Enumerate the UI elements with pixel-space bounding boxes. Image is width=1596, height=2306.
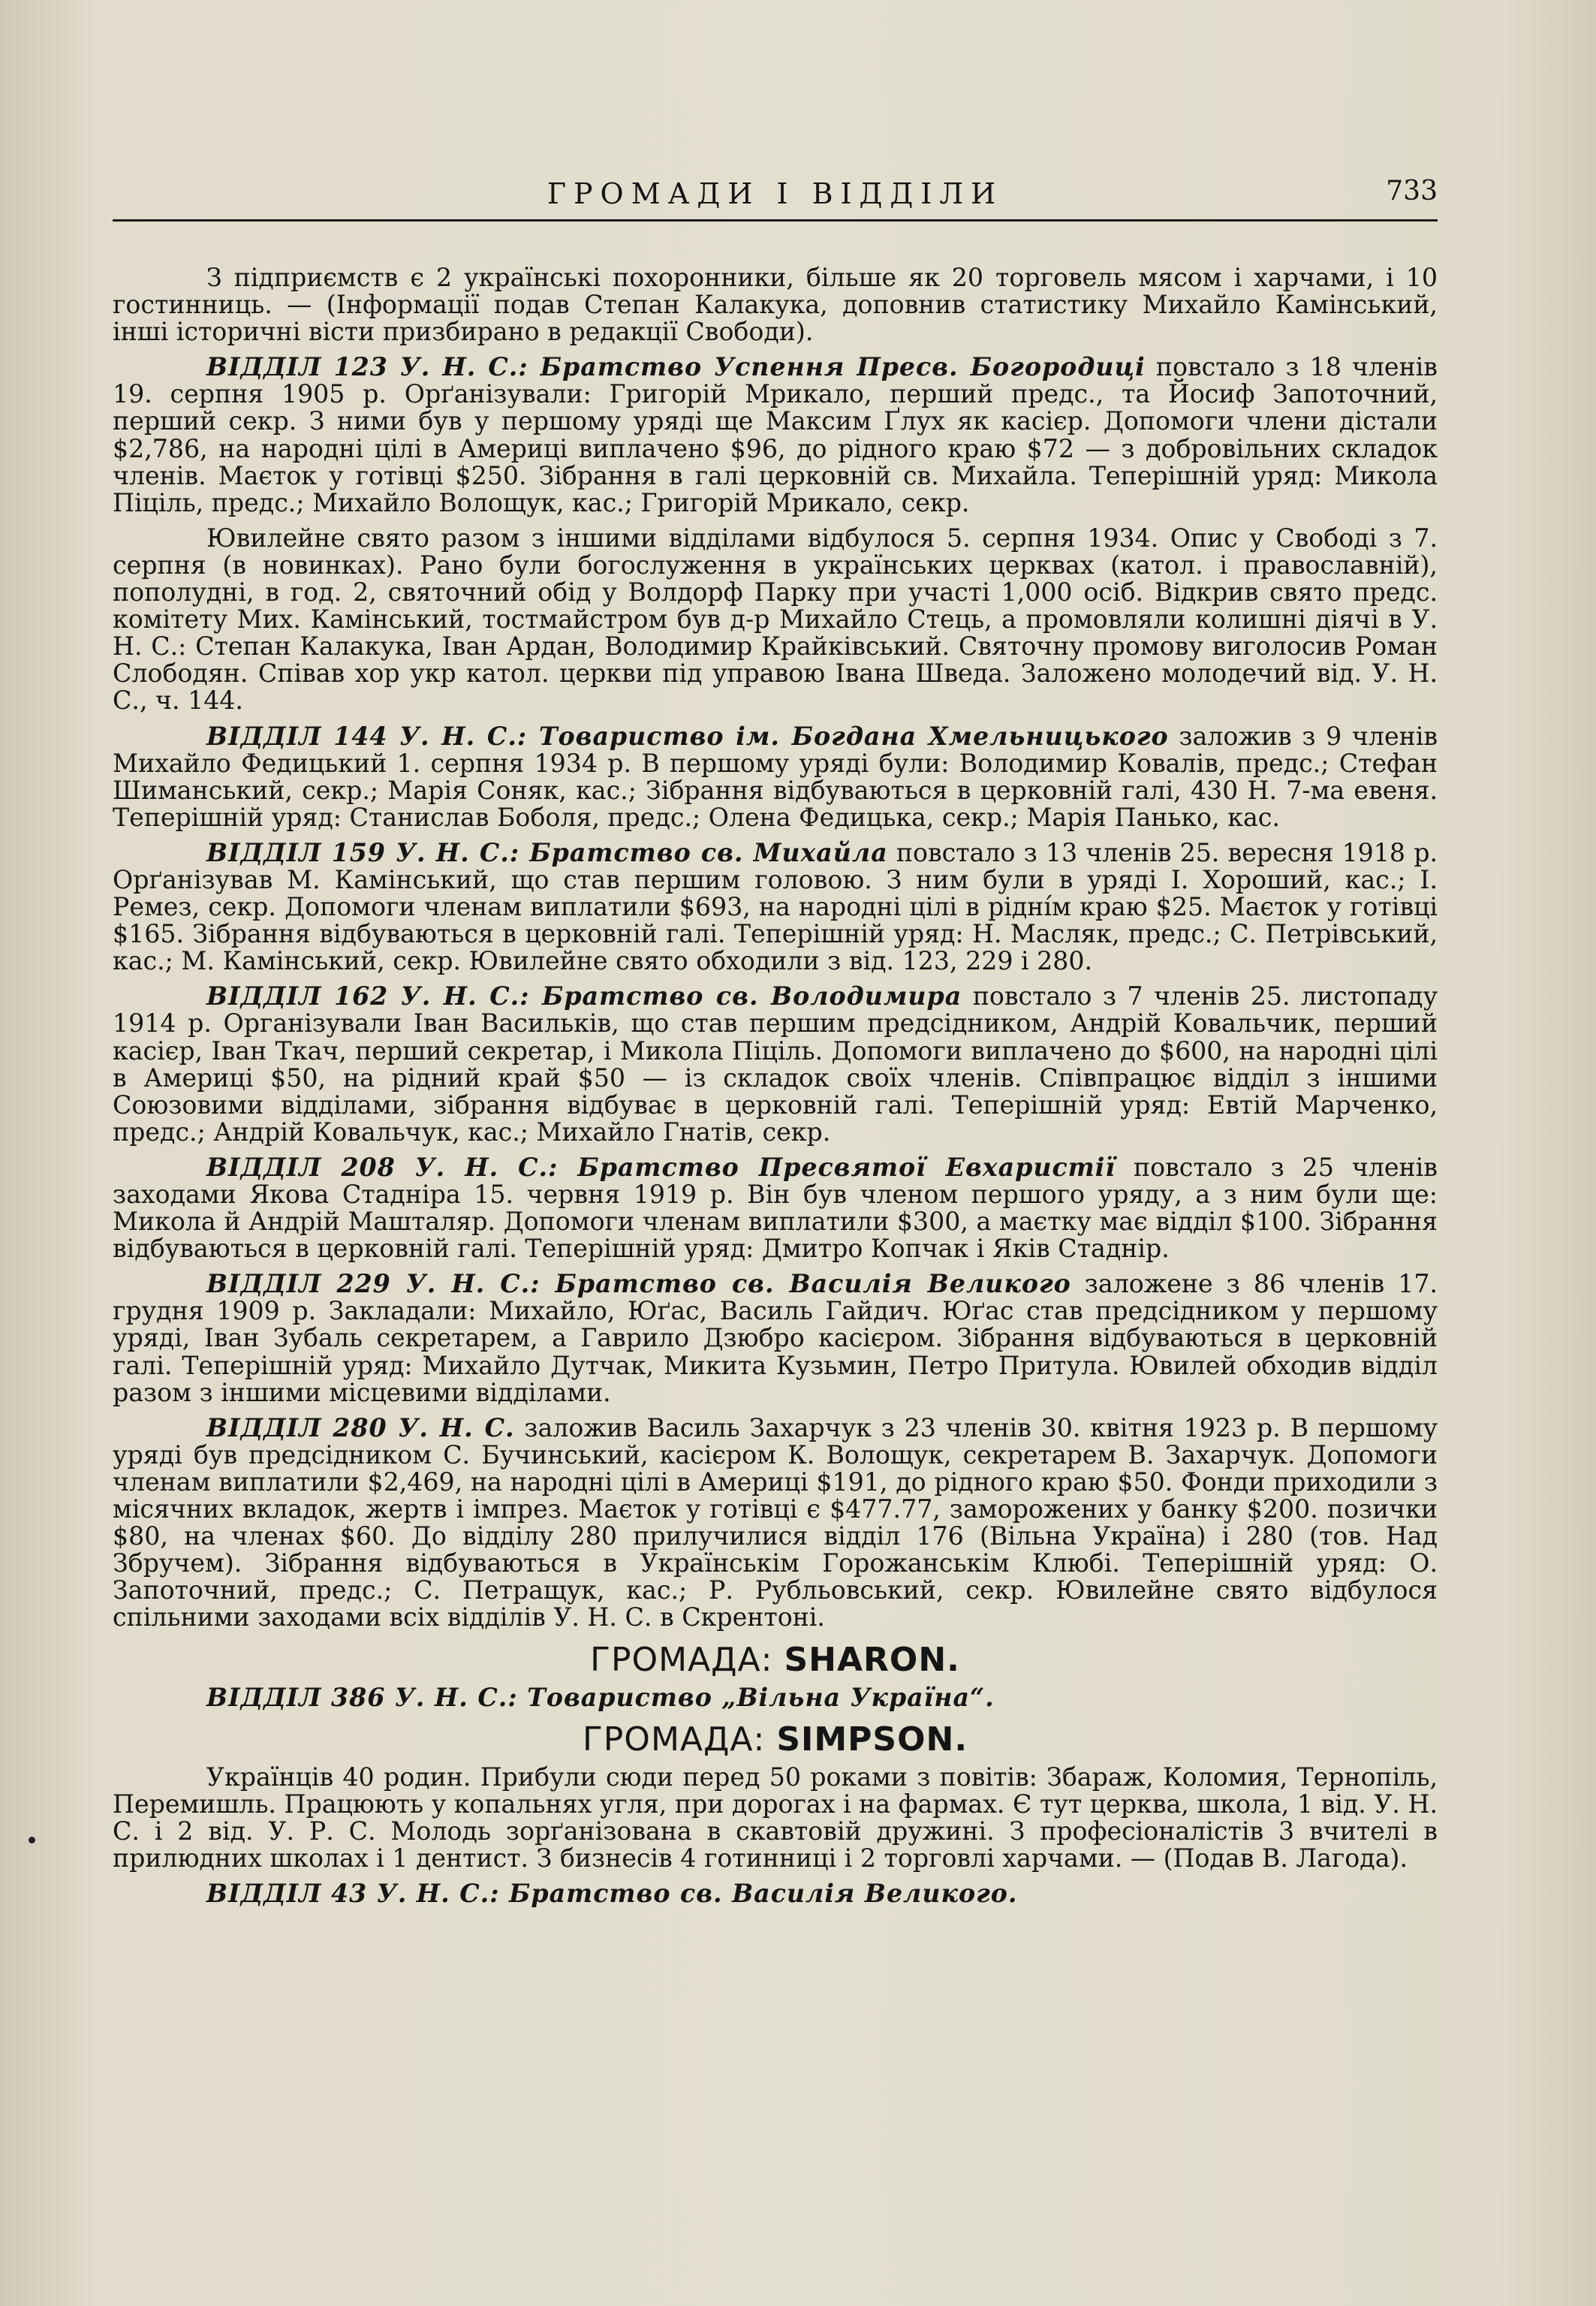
paragraph-branch-123 xyxy=(113,354,1438,517)
paragraph-text: повстало з 25 членів заходами Якова Стадніра 15. червня 1919 р. Він був членом першого уряду, а з ним були ще: Микола й Андрій Машталяр. Допомоги членам виплатили $300, а маєтку має відділ $100. Зібрання відбуваються в церковній галі. Теперішній уряд: Дмитро Копчак і Яків Стаднір. xyxy=(113,1152,1438,1264)
paragraph-branch-144 xyxy=(113,723,1438,831)
paragraph-branch-229 xyxy=(113,1271,1438,1406)
paragraph-lead: ВІДДІЛ 386 У. Н. С.: Товариство „Вільна Україна“. xyxy=(206,1682,995,1712)
paragraph-text: заложив Василь Захарчук з 23 членів 30. квітня 1923 р. В першому уряді був предсідником С. Бучинський, касієром К. Волощук, секретарем В. Захарчук. Допомоги членам виплатили $2,469, на народні цілі в Америці $191, до рідного краю $50. Фонди приходили з місячних вкладок, жертв і імпрез. Маєток у готівці є $477.77, заморожених у банку $200. позички $80, на членах $60. До відділу 280 прилучилися відділ 176 (Вільна Україна) і 280 (тов. Над Збручем). Зібрання відбуваються в Українськім Горожанськім Клюбі. Теперішній уряд: О. Запоточний, предс.; С. Петращук, кас.; Р. Рубльовський, секр. Ювилейне свято відбулося спільними заходами всіх відділів У. Н. С. в Скрентоні. xyxy=(113,1412,1438,1632)
paragraph-text: Ювилейне свято разом з іншими відділами відбулося 5. серпня 1934. Опис у Свободі з 7. серпня (в новинках). Рано були богослуження в українських церквах (катол. і православній), пополудні, в год. 2, святочний обід у Волдорф Парку при участі 1,000 осіб. Відкрив свято предс. комітету Мих. Камінський, тостмайстром був д-р Михайло Стець, а промовляли колишні діячі в У. Н. С.: Степан Калакука, Іван Ардан, Володимир Крайківський. Святочну промову виголосив Роман Слободян. Співав хор укр катол. церкви під управою Івана Шведа. Заложено молодечий від. У. Н. С., ч. 144. xyxy=(113,523,1438,716)
paragraph-sharon-branch xyxy=(113,1684,1438,1711)
section-title-simpson xyxy=(113,1720,1438,1759)
page-number: 733 xyxy=(1386,176,1438,206)
page-header xyxy=(113,174,1438,222)
section-place-name: SHARON. xyxy=(784,1640,960,1679)
paragraph-lead: ВІДДІЛ 280 У. Н. С. xyxy=(206,1412,515,1442)
paragraph-lead: ВІДДІЛ 229 У. Н. С.: Братство св. Василія Великого xyxy=(206,1269,1071,1299)
paragraph-text: заложене з 86 членів 17. грудня 1909 р. Закладали: Михайло, Юґас, Василь Гайдич. Юґас став предсідником у першому уряді, Іван Зубаль секретарем, а Гаврило Дзюбро касієром. Зібрання відбуваються в церковній галі. Теперішній уряд: Михайло Дутчак, Микита Кузьмин, Петро Притула. Ювилей обходив відділ разом з іншими місцевими відділами. xyxy=(113,1269,1438,1407)
paragraph-lead: ВІДДІЛ 162 У. Н. С.: Братство св. Володимира xyxy=(206,981,962,1011)
paragraph-simpson-intro: Українців 40 родин. Прибули сюди перед 50 роками з повітів: Збараж, Коломия, Тернопіль, Перемишль. Працюють у копальнях угля, при дорогах і на фармах. Є тут церква, школа, 1 від. У. Н. С. і 2 від. У. Р. С. Молодь зорґанізована в скавтовій дружині. З професіоналістів 3 вчителі в прилюдних школах і 1 дентист. З бизнесів 4 готинниці і 2 торговлі харчами. — (Подав В. Лагода). xyxy=(113,1762,1438,1873)
running-head: ГРОМАДИ І ВІДДІЛИ xyxy=(547,177,1004,210)
section-place-name: SIMPSON. xyxy=(776,1720,968,1759)
paragraph-jubilee xyxy=(113,525,1438,715)
section-label: ГРОМАДА: xyxy=(590,1640,773,1679)
paragraph-branch-280 xyxy=(113,1412,1438,1632)
paragraph-text: повстало з 7 членів 25. листопаду 1914 р. Організували Іван Васильків, що став першим предсідником, Андрій Ковальчик, перший касієр, Іван Ткач, перший секретар, і Микола Піціль. Допомоги виплачено до $600, на народні цілі в Америці $50, на рідний край $50 — із складок своїх членів. Співпрацює відділ з іншими Союзовими відділами, зібрання відбуває в церковній галі. Теперішній уряд: Евтій Марченко, предс.; Андрій Ковальчук, кас.; Михайло Гнатів, секр. xyxy=(113,981,1438,1147)
paragraph-branch-162 xyxy=(113,983,1438,1146)
paragraph-text: повстало з 18 членів 19. серпня 1905 р. Орґанізували: Григорій Мрикало, перший предс., та Йосиф Запоточний, перший секр. З ними був у першому уряді ще Максим Ґлух як касієр. Допомоги члени дістали $2,786, на народні цілі в Америці виплачено $96, до рідного краю $72 — з добровільних складок членів. Маєток у готівці $250. Зібрання в галі церковній св. Михайла. Теперішній уряд: Микола Піціль, предс.; Михайло Волощук, кас.; Григорій Мрикало, секр. xyxy=(113,352,1438,517)
paragraph-simpson-branch xyxy=(113,1880,1438,1907)
paragraph-text: З підприємств є 2 українські похоронники, більше як 20 торговель мясом і харчами, і 10 гостинниць. — (Інформації подав Степан Калакука, доповнив статистику Михайло Камінський, інші історичні вісти призбирано в редакції Свободи). xyxy=(113,263,1438,347)
paragraph-lead: ВІДДІЛ 208 У. Н. С.: Братство Пресвятої Евхаристії xyxy=(206,1152,1116,1182)
section-title-sharon xyxy=(113,1640,1438,1679)
paragraph-text: заложив з 9 членів Михайло Федицький 1. серпня 1934 р. В першому уряді були: Володимир Ковалів, предс.; Стефан Шиманський, секр.; Марія Соняк, кас.; Зібрання відбуваються в церковній галі, 430 Н. 7-ма евеня. Теперішній уряд: Станислав Боболя, предс.; Олена Федицька, секр.; Марія Панько, кас. xyxy=(113,721,1438,832)
paragraph-lead: ВІДДІЛ 159 У. Н. С.: Братство св. Михайла xyxy=(206,837,888,867)
section-label: ГРОМАДА: xyxy=(582,1720,766,1759)
ink-dot xyxy=(29,1837,35,1843)
page-body xyxy=(113,264,1438,1916)
paragraph-text: повстало з 13 членів 25. вересня 1918 р. Орґанізував М. Камінський, що став першим головою. З ним були в уряді І. Хороший, кас.; І. Ремез, секр. Допомоги членам виплатили $693, на народні цілі в рідні́м краю $25. Маєток у готівці $165. Зібрання відбуваються в церковній галі. Теперішній уряд: Н. Масляк, предс.; С. Петрівський, кас.; М. Камінський, секр. Ювилейне свято обходили з від. 123, 229 і 280. xyxy=(113,837,1438,976)
paragraph-branch-208 xyxy=(113,1154,1438,1262)
paragraph-intro xyxy=(113,264,1438,345)
paragraph-branch-159 xyxy=(113,837,1438,976)
paragraph-lead: ВІДДІЛ 123 У. Н. С.: Братство Успення Пресв. Богородиці xyxy=(206,352,1146,382)
paragraph-lead: ВІДДІЛ 43 У. Н. С.: Братство св. Василія Великого. xyxy=(206,1879,1018,1909)
paragraph-lead: ВІДДІЛ 144 У. Н. С.: Товариство ім. Богдана Хмельницького xyxy=(206,721,1169,751)
